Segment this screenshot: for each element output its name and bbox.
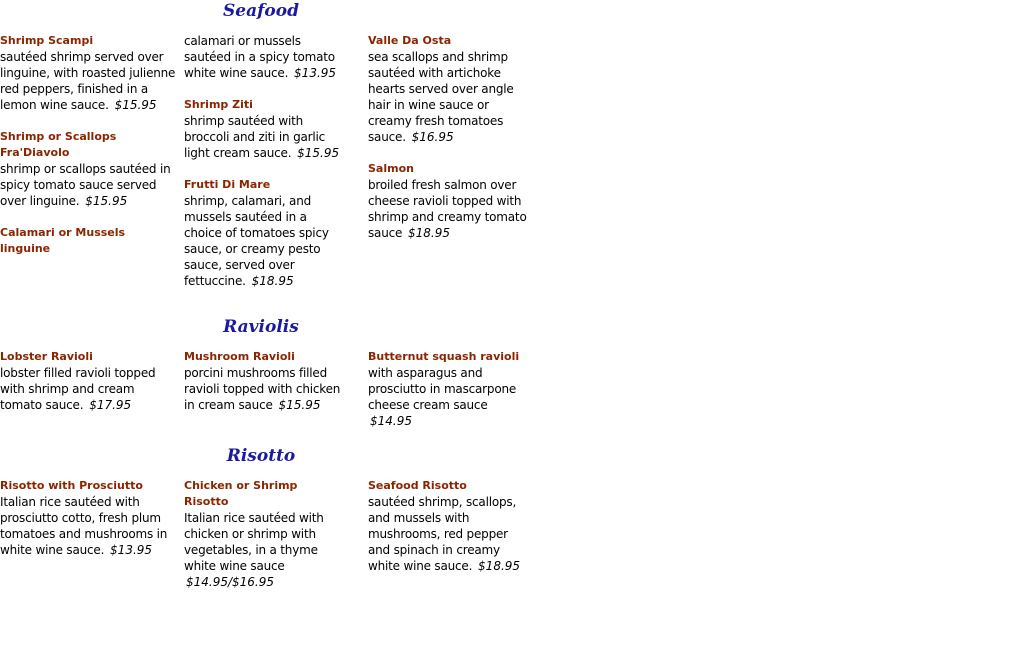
menu-item — [368, 161, 528, 241]
section-title-raviolis: Raviolis — [223, 317, 299, 337]
item-description: sea scallops and shrimp sautéed with artichoke hearts served over angle hair in wine sauce or creamy fresh tomatoes sauce. — [368, 50, 514, 144]
item-price: $15.95 — [297, 146, 340, 160]
item-name: Valle Da Osta — [368, 34, 452, 47]
item-price: $15.95 — [278, 398, 321, 412]
item-name: Frutti Di Mare — [184, 178, 271, 191]
menu-item — [0, 349, 178, 413]
item-name: Lobster Ravioli — [0, 350, 93, 363]
item-price: $18.95 — [478, 559, 521, 573]
item-price: $14.95 — [370, 414, 412, 428]
item-description: calamari or mussels sautéed in a spicy tomato white wine sauce. — [184, 34, 335, 80]
menu-item-continued — [184, 33, 344, 81]
seafood-column-3 — [368, 33, 528, 257]
raviolis-column-3 — [368, 349, 528, 445]
menu-item — [0, 478, 178, 558]
item-price: $18.95 — [251, 274, 294, 288]
risotto-column-3 — [368, 478, 528, 590]
item-price: $15.95 — [114, 98, 157, 112]
raviolis-column-1 — [0, 349, 178, 429]
menu-item — [0, 33, 178, 113]
menu-item — [184, 177, 344, 289]
item-name: Mushroom Ravioli — [184, 350, 295, 363]
item-description: sautéed shrimp, scallops, and mussels with mushrooms, red pepper and spinach in creamy white wine sauce. — [368, 495, 517, 573]
item-description: sautéed shrimp served over linguine, with roasted julienne red peppers, finished in a lemon wine sauce. — [0, 50, 176, 112]
item-name: Shrimp Scampi — [0, 34, 94, 47]
item-description: shrimp or scallops sautéed in spicy tomato sauce served over linguine. — [0, 162, 171, 208]
item-name: Salmon — [368, 162, 414, 175]
item-description: Italian rice sautéed with chicken or shrimp with vegetables, in a thyme white wine sauce — [184, 511, 324, 573]
item-name: Chicken or Shrimp Risotto — [184, 479, 298, 508]
seafood-column-2 — [184, 33, 344, 305]
item-description: shrimp sautéed with broccoli and ziti in garlic light cream sauce. — [184, 114, 326, 160]
menu-item — [184, 478, 344, 590]
menu-item — [368, 33, 528, 145]
item-price: $16.95 — [411, 130, 454, 144]
item-description: porcini mushrooms filled ravioli topped with chicken in cream sauce — [184, 366, 341, 412]
item-price: $13.95 — [294, 66, 337, 80]
menu-item — [184, 97, 344, 161]
item-price: $17.95 — [89, 398, 132, 412]
menu-item — [184, 349, 344, 413]
item-description: shrimp, calamari, and mussels sautéed in a choice of tomatoes spicy sauce, or creamy pesto sauce, served over fettuccine. — [184, 194, 329, 288]
risotto-column-1 — [0, 478, 178, 574]
item-name: Butternut squash ravioli — [368, 350, 520, 363]
menu-item — [0, 129, 178, 209]
item-price: $15.95 — [85, 194, 128, 208]
item-name: Seafood Risotto — [368, 479, 467, 492]
item-name: Calamari or Mussels linguine — [0, 226, 126, 255]
raviolis-column-2 — [184, 349, 344, 429]
item-description: broiled fresh salmon over cheese ravioli topped with shrimp and creamy tomato sauce — [368, 178, 527, 240]
menu-item — [368, 349, 528, 429]
item-price: $13.95 — [110, 543, 153, 557]
item-description: Italian rice sautéed with prosciutto cotto, fresh plum tomatoes and mushrooms in white wine sauce. — [0, 495, 168, 557]
item-description: with asparagus and prosciutto in mascarpone cheese cream sauce — [368, 366, 517, 412]
item-price: $18.95 — [408, 226, 451, 240]
item-description: lobster filled ravioli topped with shrimp and cream tomato sauce. — [0, 366, 156, 412]
menu-item — [368, 478, 528, 574]
item-name: Shrimp or Scallops Fra'Diavolo — [0, 130, 117, 159]
risotto-column-2 — [184, 478, 344, 606]
section-title-seafood: Seafood — [223, 1, 299, 21]
section-title-risotto: Risotto — [226, 446, 296, 466]
item-name: Risotto with Prosciutto — [0, 479, 143, 492]
menu-item — [0, 225, 178, 257]
item-price: $14.95/$16.95 — [186, 575, 275, 589]
seafood-column-1 — [0, 33, 178, 273]
item-name: Shrimp Ziti — [184, 98, 253, 111]
